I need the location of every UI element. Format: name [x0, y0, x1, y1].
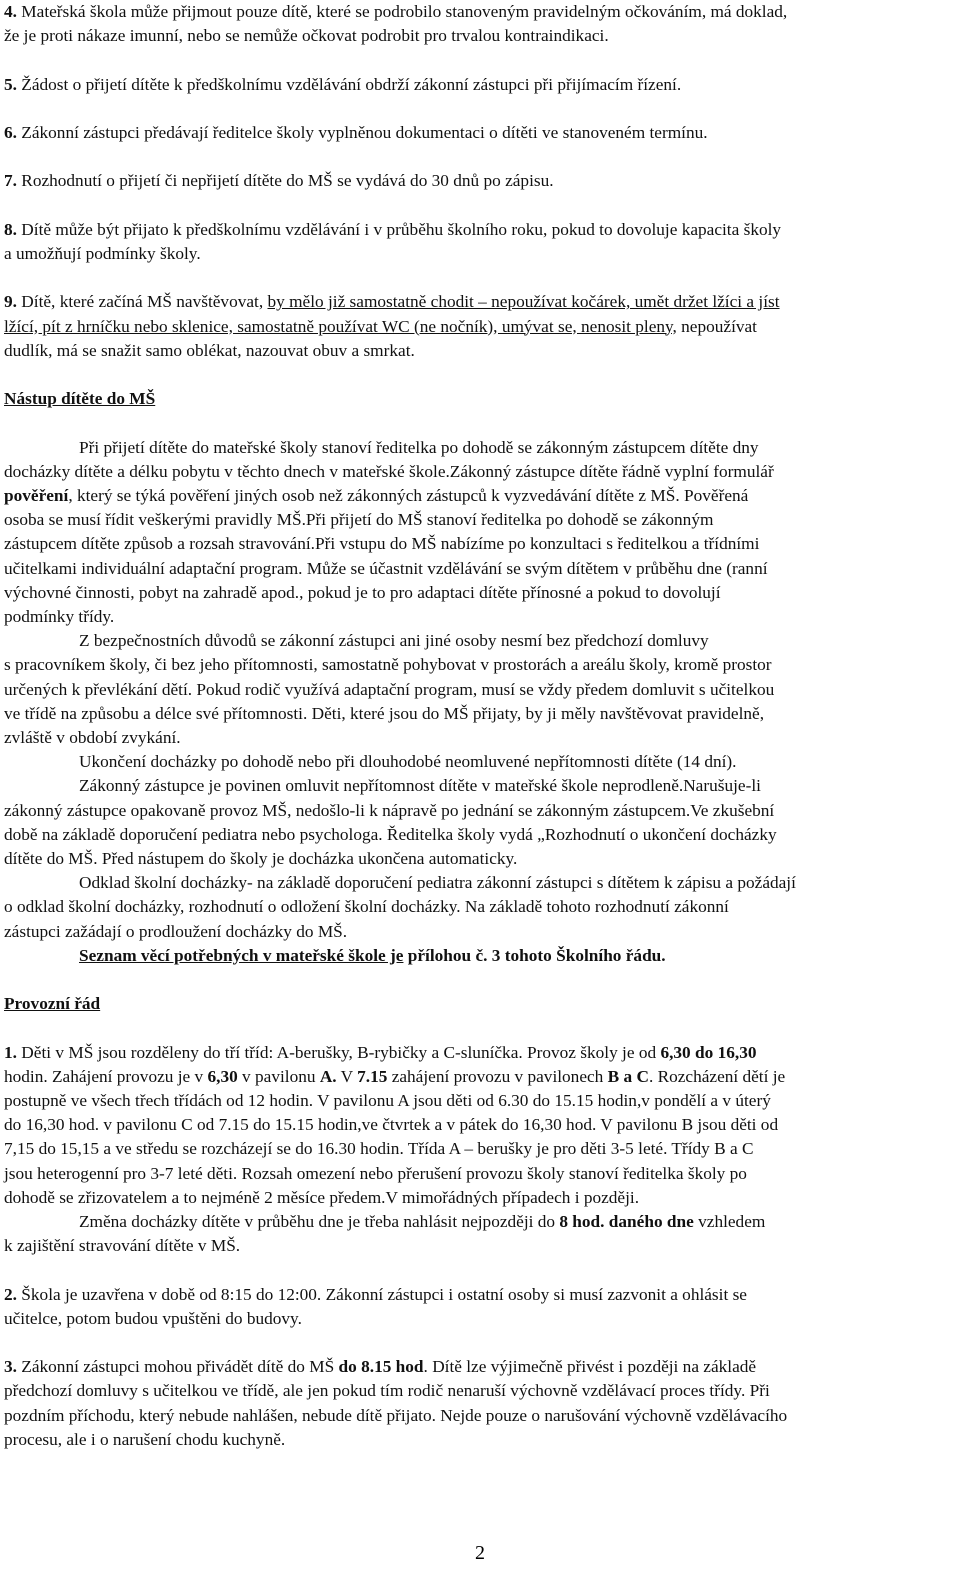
- paragraph-line: zástupci zažádají o prodloužení docházky do MŠ.: [4, 921, 348, 941]
- page-number: 2: [475, 1542, 485, 1564]
- list-item-continuation: učitelce, potom budou vpuštěni do budovy.: [4, 1308, 302, 1328]
- list-item-continuation: pozdním příchodu, který nebude nahlášen, nebude dítě přijato. Nejde pouze o narušování výchovně vzdělávacího: [4, 1405, 788, 1425]
- list-item: 5. Žádost o přijetí dítěte k předškolnímu vzdělávání obdrží zákonní zástupci při přijímacím řízení.: [4, 74, 682, 94]
- paragraph-line: o odklad školní docházky, rozhodnutí o odložení školní docházky. Na základě tohoto rozhodnutí zákonní: [4, 897, 729, 917]
- paragraph-line: osoba se musí řídit veškerými pravidly MŠ.Při přijetí do MŠ stanoví ředitelka po dohodě se zákonným: [4, 510, 714, 530]
- paragraph-line: pověření, který se týká pověření jiných osob než zákonných zástupců k vyzvedávání dítěte z MŠ. Pověřená: [4, 485, 749, 505]
- list-item: 1. Děti v MŠ jsou rozděleny do tří tříd: A-berušky, B-rybičky a C-sluníčka. Provoz školy je od 6,30 do 16,30: [4, 1042, 757, 1062]
- list-item-continuation: 7,15 do 15,15 a ve středu se rozcházejí se do 16.30 hodin. Třída A – berušky je pro děti 3-5 leté. Třídy B a C: [4, 1139, 754, 1159]
- section-heading-nastup: Nástup dítěte do MŠ: [4, 389, 156, 409]
- paragraph-line: dítěte do MŠ. Před nástupem do školy je docházka ukončena automaticky.: [4, 849, 518, 868]
- list-item: 8. Dítě může být přijato k předškolnímu vzdělávání i v průběhu školního roku, pokud to dovoluje kapacita školy: [4, 219, 782, 239]
- paragraph-line: Z bezpečnostních důvodů se zákonní zástupci ani jiné osoby nesmí bez předchozí domluvy: [79, 631, 709, 651]
- paragraph-line: podmínky třídy.: [4, 606, 115, 626]
- paragraph-line: Ukončení docházky po dohodě nebo při dlouhodobé neomluvené nepřítomnosti dítěte (14 dní).: [79, 752, 737, 772]
- section-heading-provozni-rad: Provozní řád: [4, 994, 101, 1014]
- paragraph-line: zákonný zástupce opakovaně provoz MŠ, nedošlo-li k nápravě po jednání se zákonným zástupcem.Ve zkušební: [4, 800, 775, 820]
- list-item: 7. Rozhodnutí o přijetí či nepřijetí dítěte do MŠ se vydává do 30 dnů po zápisu.: [4, 171, 554, 191]
- paragraph-line: docházky dítěte a délku pobytu v těchto dnech v mateřské škole.Zákonný zástupce dítěte řádně vyplní formulář: [4, 461, 774, 481]
- list-item-continuation: jsou heterogenní pro 3-7 leté děti. Rozsah omezení nebo přerušení provozu školy stanoví ředitelka školy po: [4, 1163, 747, 1183]
- paragraph-line: určených k převlékání dětí. Pokud rodič využívá adaptační program, musí se vždy předem domluvit s učitelkou: [4, 679, 775, 699]
- list-item-continuation: že je proti nákaze imunní, nebo se nemůže očkovat podrobit pro trvalou kontraindikaci.: [4, 26, 609, 46]
- list-item-continuation: Změna docházky dítěte v průběhu dne je třeba nahlásit nejpozději do 8 hod. daného dne vzhledem: [79, 1212, 766, 1232]
- list-item-continuation: předchozí domluvy s učitelkou ve třídě, ale jen pokud tím rodič nenaruší výchovně vzdělávací proces třídy. Při: [4, 1381, 770, 1401]
- list-item-continuation: procesu, ale i o narušení chodu kuchyně.: [4, 1429, 286, 1449]
- list-item: 9. Dítě, které začíná MŠ navštěvovat, by mělo již samostatně chodit – nepoužívat kočárek, umět držet lžíci a jíst: [4, 292, 780, 312]
- paragraph-line: ve třídě na způsobu a délce své přítomnosti. Děti, které jsou do MŠ přijaty, by ji měly navštěvovat pravidelně,: [4, 703, 765, 723]
- list-item: 6. Zákonní zástupci předávají ředitelce školy vyplněnou dokumentaci o dítěti ve stanoveném termínu.: [4, 122, 708, 142]
- list-item-continuation: lžící, pít z hrníčku nebo sklenice, samostatně používat WC (ne nočník), umývat se, nenosit pleny, nepoužívat: [4, 316, 757, 336]
- paragraph-line: Při přijetí dítěte do mateřské školy stanoví ředitelka po dohodě se zákonným zástupcem dítěte dny: [79, 437, 759, 457]
- list-item: 3. Zákonní zástupci mohou přivádět dítě do MŠ do 8.15 hod. Dítě lze výjimečně přivést i později na základě: [4, 1357, 757, 1377]
- paragraph-line: Odklad školní docházky- na základě doporučení pediatra zákonní zástupci s dítětem k zápisu a požádají: [79, 873, 796, 893]
- paragraph-line: době na základě doporučení pediatra nebo psychologa. Ředitelka školy vydá „Rozhodnutí o ukončení docházky: [4, 824, 777, 844]
- paragraph-line: zvláště v období zvykání.: [4, 727, 181, 747]
- paragraph-line: s pracovníkem školy, či bez jeho přítomnosti, samostatně pohybovat v prostorách a areálu školy, kromě prostor: [4, 655, 772, 675]
- paragraph-line: zástupcem dítěte způsob a rozsah stravování.Při vstupu do MŠ nabízíme po konzultaci s ředitelkou a třídními: [4, 534, 760, 554]
- list-item-continuation: dudlík, má se snažit samo oblékat, nazouvat obuv a smrkat.: [4, 340, 415, 360]
- paragraph-line: učitelkami individuální adaptační program. Může se účastnit vzdělávání se svým dítětem v průběhu dne (ranní: [4, 558, 768, 578]
- list-item-continuation: dohodě se zřizovatelem a to nejméně 2 měsíce předem.V mimořádných případech i později.: [4, 1187, 640, 1207]
- document-page: [4, 0, 954, 1452]
- list-item-continuation: hodin. Zahájení provozu je v 6,30 v pavilonu A. V 7.15 zahájení provozu v pavilonech B a C. Rozcházení dětí je: [4, 1066, 786, 1086]
- paragraph-line: Zákonný zástupce je povinen omluvit nepřítomnost dítěte v mateřské škole neprodleně.Narušuje-li: [79, 776, 761, 796]
- list-item-continuation: do 16,30 hod. v pavilonu C od 7.15 do 15.15 hodin,ve čtvrtek a v pátek do 16,30 hod. V pavilonu B jsou děti od: [4, 1115, 779, 1135]
- list-item-continuation: a umožňují podmínky školy.: [4, 243, 201, 263]
- list-item: 2. Škola je uzavřena v době od 8:15 do 12:00. Zákonní zástupci i ostatní osoby si musí zazvonit a ohlásit se: [4, 1284, 747, 1304]
- list-item: 4. Mateřská škola může přijmout pouze dítě, které se podrobilo stanoveným pravidelným očkováním, má doklad,: [4, 2, 788, 21]
- list-item-continuation: k zajištění stravování dítěte v MŠ.: [4, 1236, 241, 1256]
- paragraph-line: výchovné činnosti, pobyt na zahradě apod., pokud je to pro adaptaci dítěte přínosné a pokud to dovolují: [4, 582, 721, 602]
- list-item-continuation: postupně ve všech třech třídách od 12 hodin. V pavilonu A jsou děti od 6.30 do 15.15 hodin,v pondělí a v úterý: [4, 1091, 771, 1110]
- appendix-reference: Seznam věcí potřebných v mateřské škole je přílohou č. 3 tohoto Školního řádu.: [79, 945, 666, 965]
